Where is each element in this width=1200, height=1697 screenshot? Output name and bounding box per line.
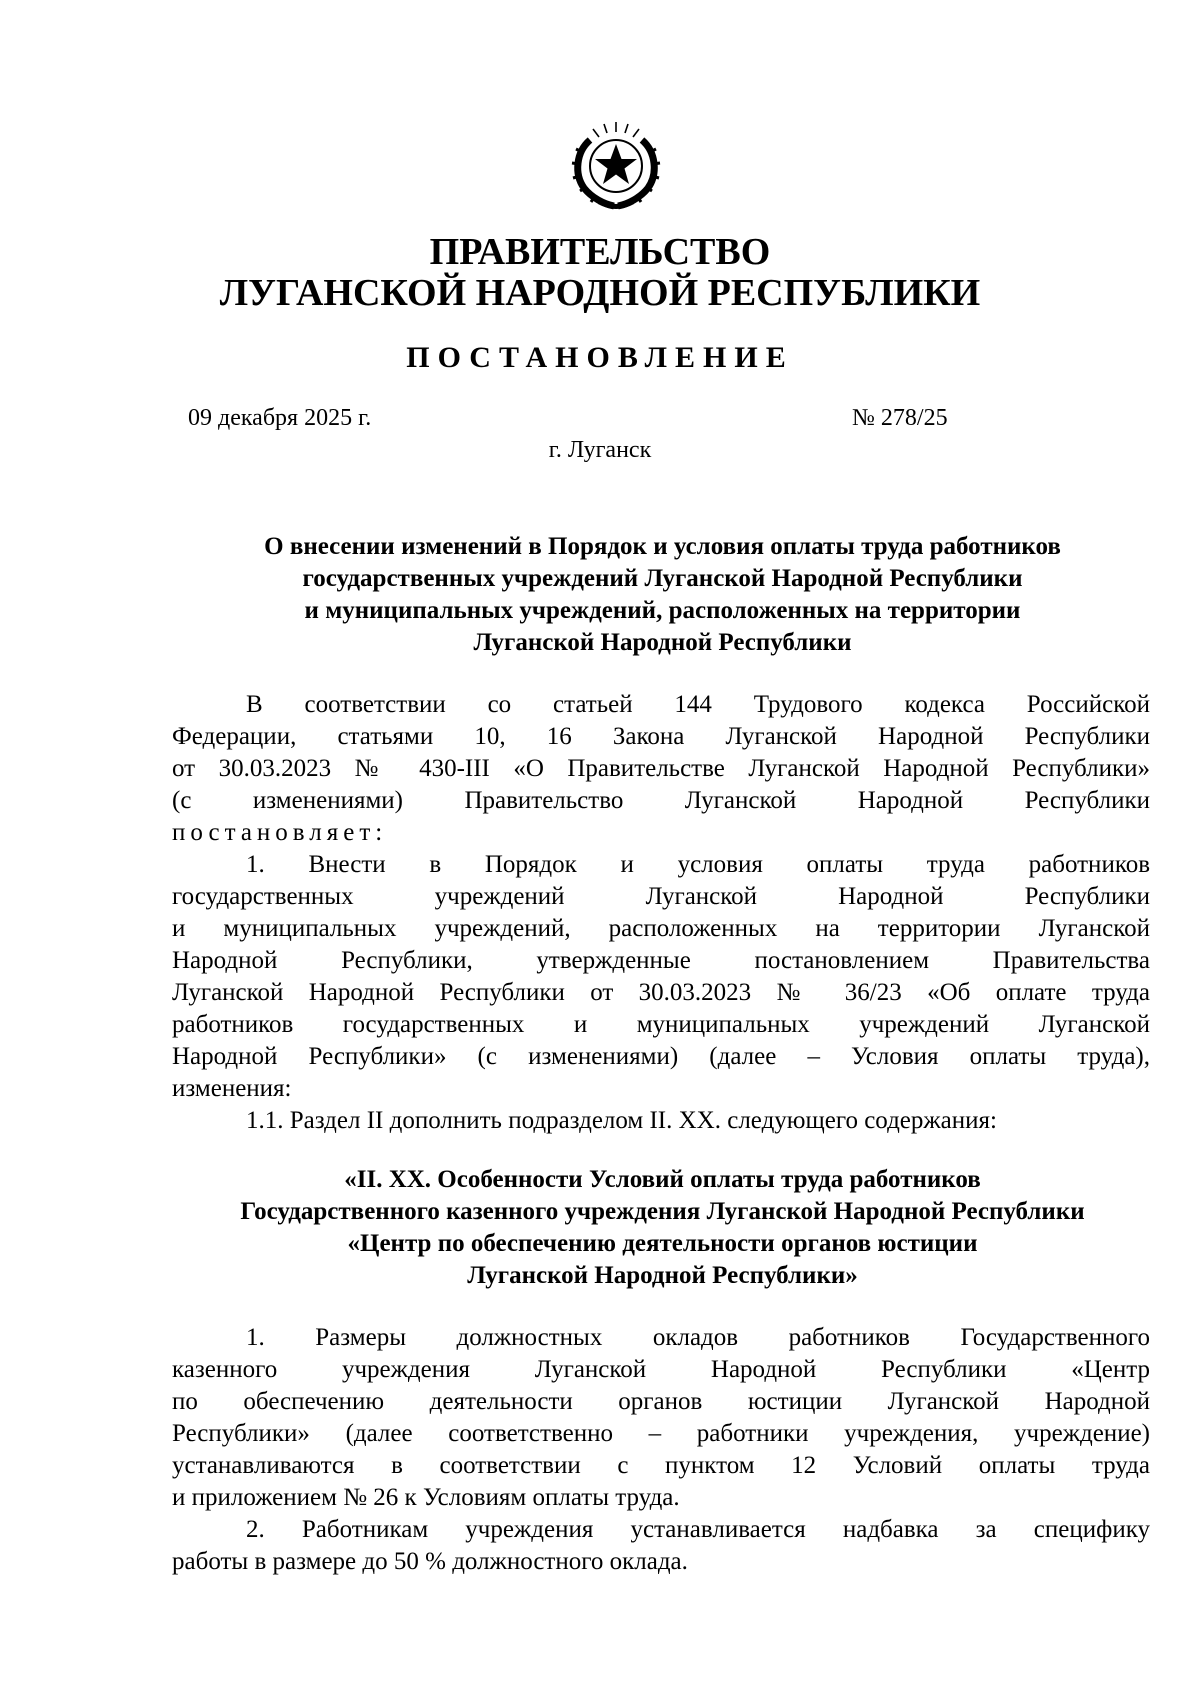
document-type: ПОСТАНОВЛЕНИЕ xyxy=(406,341,794,374)
document-title-line: О внесении изменений в Порядок и условия оплаты труда работников xyxy=(264,533,1061,560)
sub-item-1-line: устанавливаются в соответствии с пунктом 12 Условий оплаты труда xyxy=(172,1452,1150,1479)
preamble-paragraph xyxy=(172,689,1150,849)
sub-item-1-line: казенного учреждения Луганской Народной Республики «Центр xyxy=(172,1356,1150,1383)
document-title-line: Луганской Народной Республики xyxy=(473,629,852,656)
sub-item-1-line: и приложением № 26 к Условиям оплаты труда. xyxy=(172,1484,680,1511)
sub-item-2-paragraph xyxy=(172,1514,1150,1578)
item-1-1-paragraph xyxy=(172,1105,1150,1137)
subsection-title xyxy=(175,1164,1150,1292)
subsection-title-line: «II. XX. Особенности Условий оплаты труда работников xyxy=(344,1166,981,1193)
preamble-line-decree: постановляет: xyxy=(172,819,388,846)
item-1-line: Луганской Народной Республики от 30.03.2023 № 36/23 «Об оплате труда xyxy=(172,979,1150,1006)
item-1-line: Народной Республики, утвержденные постановлением Правительства xyxy=(172,947,1150,974)
subsection-title-line: «Центр по обеспечению деятельности органов юстиции xyxy=(347,1230,978,1257)
sub-item-1-line: Республики» (далее соответственно – работники учреждения, учреждение) xyxy=(172,1420,1150,1447)
document-date: 09 декабря 2025 г. xyxy=(188,405,372,431)
preamble-line: (с изменениями) Правительство Луганской Народной Республики xyxy=(172,787,1150,814)
item-1-line: государственных учреждений Луганской Народной Республики xyxy=(172,883,1150,910)
document-title-line: государственных учреждений Луганской Народной Республики xyxy=(302,565,1023,592)
preamble-line: от 30.03.2023 № 430-III «О Правительстве Луганской Народной Республики» xyxy=(172,755,1150,782)
sub-item-1-line: по обеспечению деятельности органов юстиции Луганской Народной xyxy=(172,1388,1150,1415)
preamble-line: В соответствии со статьей 144 Трудового кодекса Российской xyxy=(246,691,1150,718)
document-title-line: и муниципальных учреждений, расположенных на территории xyxy=(304,597,1021,624)
subsection-title-line: Луганской Народной Республики» xyxy=(467,1262,858,1289)
sub-item-1-paragraph xyxy=(172,1322,1150,1514)
sub-item-1-line: 1. Размеры должностных окладов работников Государственного xyxy=(246,1324,1150,1351)
item-1-line: работников государственных и муниципальных учреждений Луганской xyxy=(172,1011,1150,1038)
subsection-title-line: Государственного казенного учреждения Луганской Народной Республики xyxy=(240,1198,1085,1225)
item-1-line: Народной Республики» (с изменениями) (далее – Условия оплаты труда), xyxy=(172,1043,1150,1070)
item-1-line: изменения: xyxy=(172,1075,292,1102)
item-1-paragraph xyxy=(172,849,1150,1105)
document-city: г. Луганск xyxy=(548,437,652,463)
sub-item-2-line: работы в размере до 50 % должностного оклада. xyxy=(172,1548,688,1575)
item-1-1-line: 1.1. Раздел II дополнить подразделом II. XX. следующего содержания: xyxy=(246,1107,997,1134)
preamble-line: Федерации, статьями 10, 16 Закона Луганской Народной Республики xyxy=(172,723,1150,750)
sub-item-2-line: 2. Работникам учреждения устанавливается надбавка за специфику xyxy=(246,1516,1150,1543)
coat-of-arms-emblem xyxy=(568,118,664,212)
government-title-line-2: ЛУГАНСКОЙ НАРОДНОЙ РЕСПУБЛИКИ xyxy=(219,272,981,314)
document-title xyxy=(175,531,1150,659)
government-title-line-1: ПРАВИТЕЛЬСТВО xyxy=(429,231,771,273)
document-number: № 278/25 xyxy=(852,405,948,431)
item-1-line: и муниципальных учреждений, расположенных на территории Луганской xyxy=(172,915,1150,942)
item-1-line: 1. Внести в Порядок и условия оплаты труда работников xyxy=(246,851,1150,878)
